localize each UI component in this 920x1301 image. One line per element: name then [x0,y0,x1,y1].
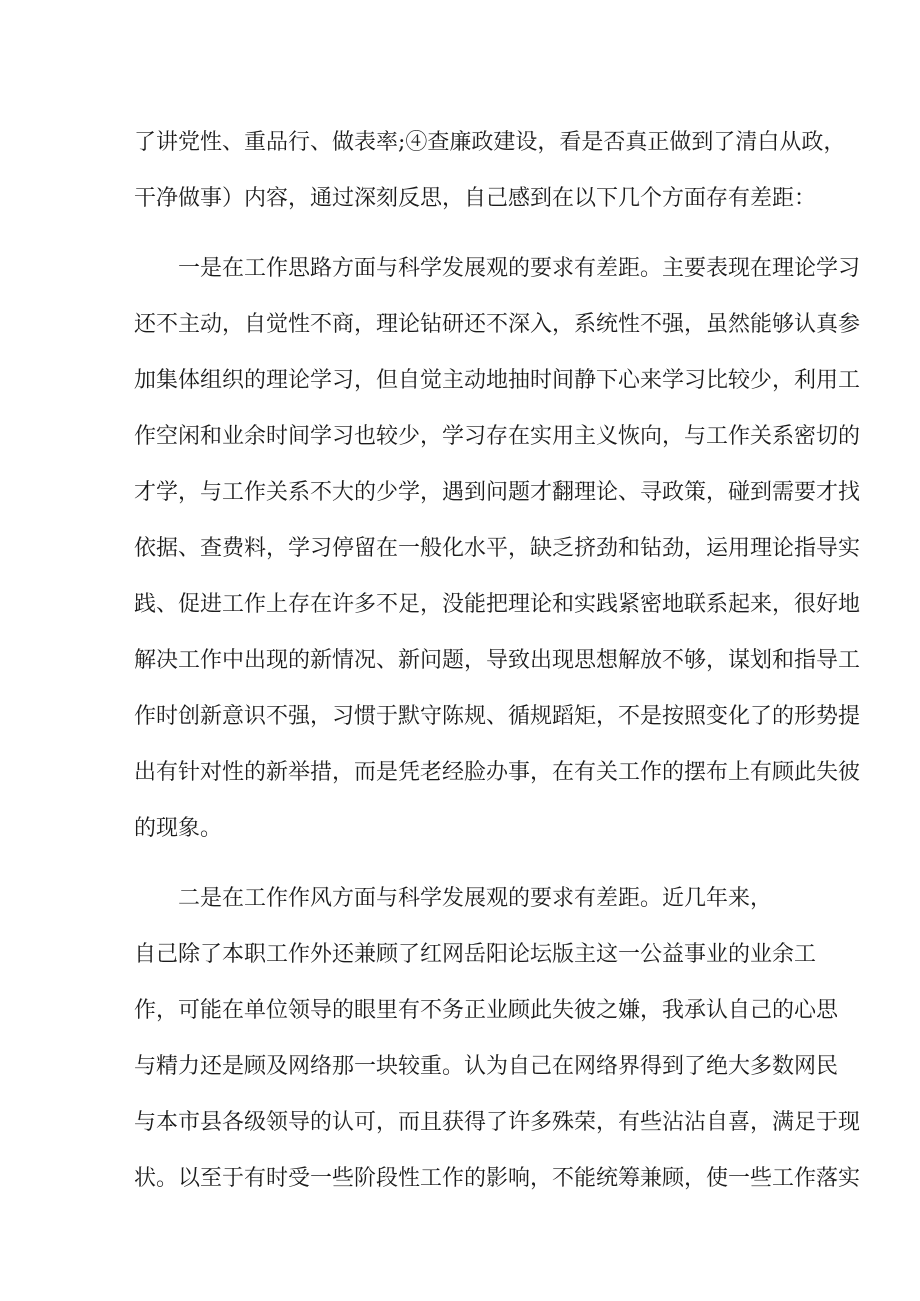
text-line: 与本市县各级领导的认可，而且获得了许多殊荣，有些沾沾自喜，满足于现 [134,1110,861,1135]
text-line: 解决工作中出现的新情况、新问题，导致出现思想解放不够，谋划和指导工 [134,648,861,673]
text-line: 了讲党性、重品行、做表率;④查廉政建设，看是否真正做到了清白从政， [134,130,846,155]
paragraph-1-first-line: 一是在工作思路方面与科学发展观的要求有差距。主要表现在理论学习 [178,256,861,281]
text-line: 自己除了本职工作外还兼顾了红网岳阳论坛版主这一公益事业的业余工 [134,942,817,967]
text-line: 干净做事）内容，通过深刻反思，自己感到在以下几个方面存有差距： [134,186,817,211]
text-line: 出有针对性的新举措，而是凭老经脸办事，在有关工作的摆布上有顾此失彼 [134,760,861,785]
text-line: 才学，与工作关系不大的少学，遇到问题才翻理论、寻政策，碰到需要才找 [134,480,861,505]
text-line: 作，可能在单位领导的眼里有不务正业顾此失彼之嫌，我承认自己的心思 [134,998,839,1023]
text-line: 作时创新意识不强，习惯于默守陈规、循规蹈矩，不是按照变化了的形势提 [134,704,861,729]
text-line: 依据、查费料，学习停留在一般化水平，缺乏挤劲和钻劲，运用理论指导实 [134,536,861,561]
text-line: 的现象。 [134,816,223,841]
text-line: 还不主动，自觉性不商，理论钻研还不深入，系统性不强，虽然能够认真参 [134,312,861,337]
paragraph-2-first-line: 二是在工作作风方面与科学发展观的要求有差距。近几年来， [178,886,773,911]
text-line: 与精力还是顾及网络那一块较重。认为自己在网络界得到了绝大多数网民 [134,1054,839,1079]
text-line: 作空闲和业余时间学习也较少，学习存在实用主义恢向，与工作关系密切的 [134,424,861,449]
text-line: 加集体组织的理论学习，但自觉主动地抽时间静下心来学习比较少，利用工 [134,368,861,393]
text-line: 践、促进工作上存在许多不足，没能把理论和实践紧密地联系起来，很好地 [134,592,861,617]
text-line: 状。以至于有时受一些阶段性工作的影响，不能统筹兼顾，使一些工作落实 [134,1166,861,1191]
